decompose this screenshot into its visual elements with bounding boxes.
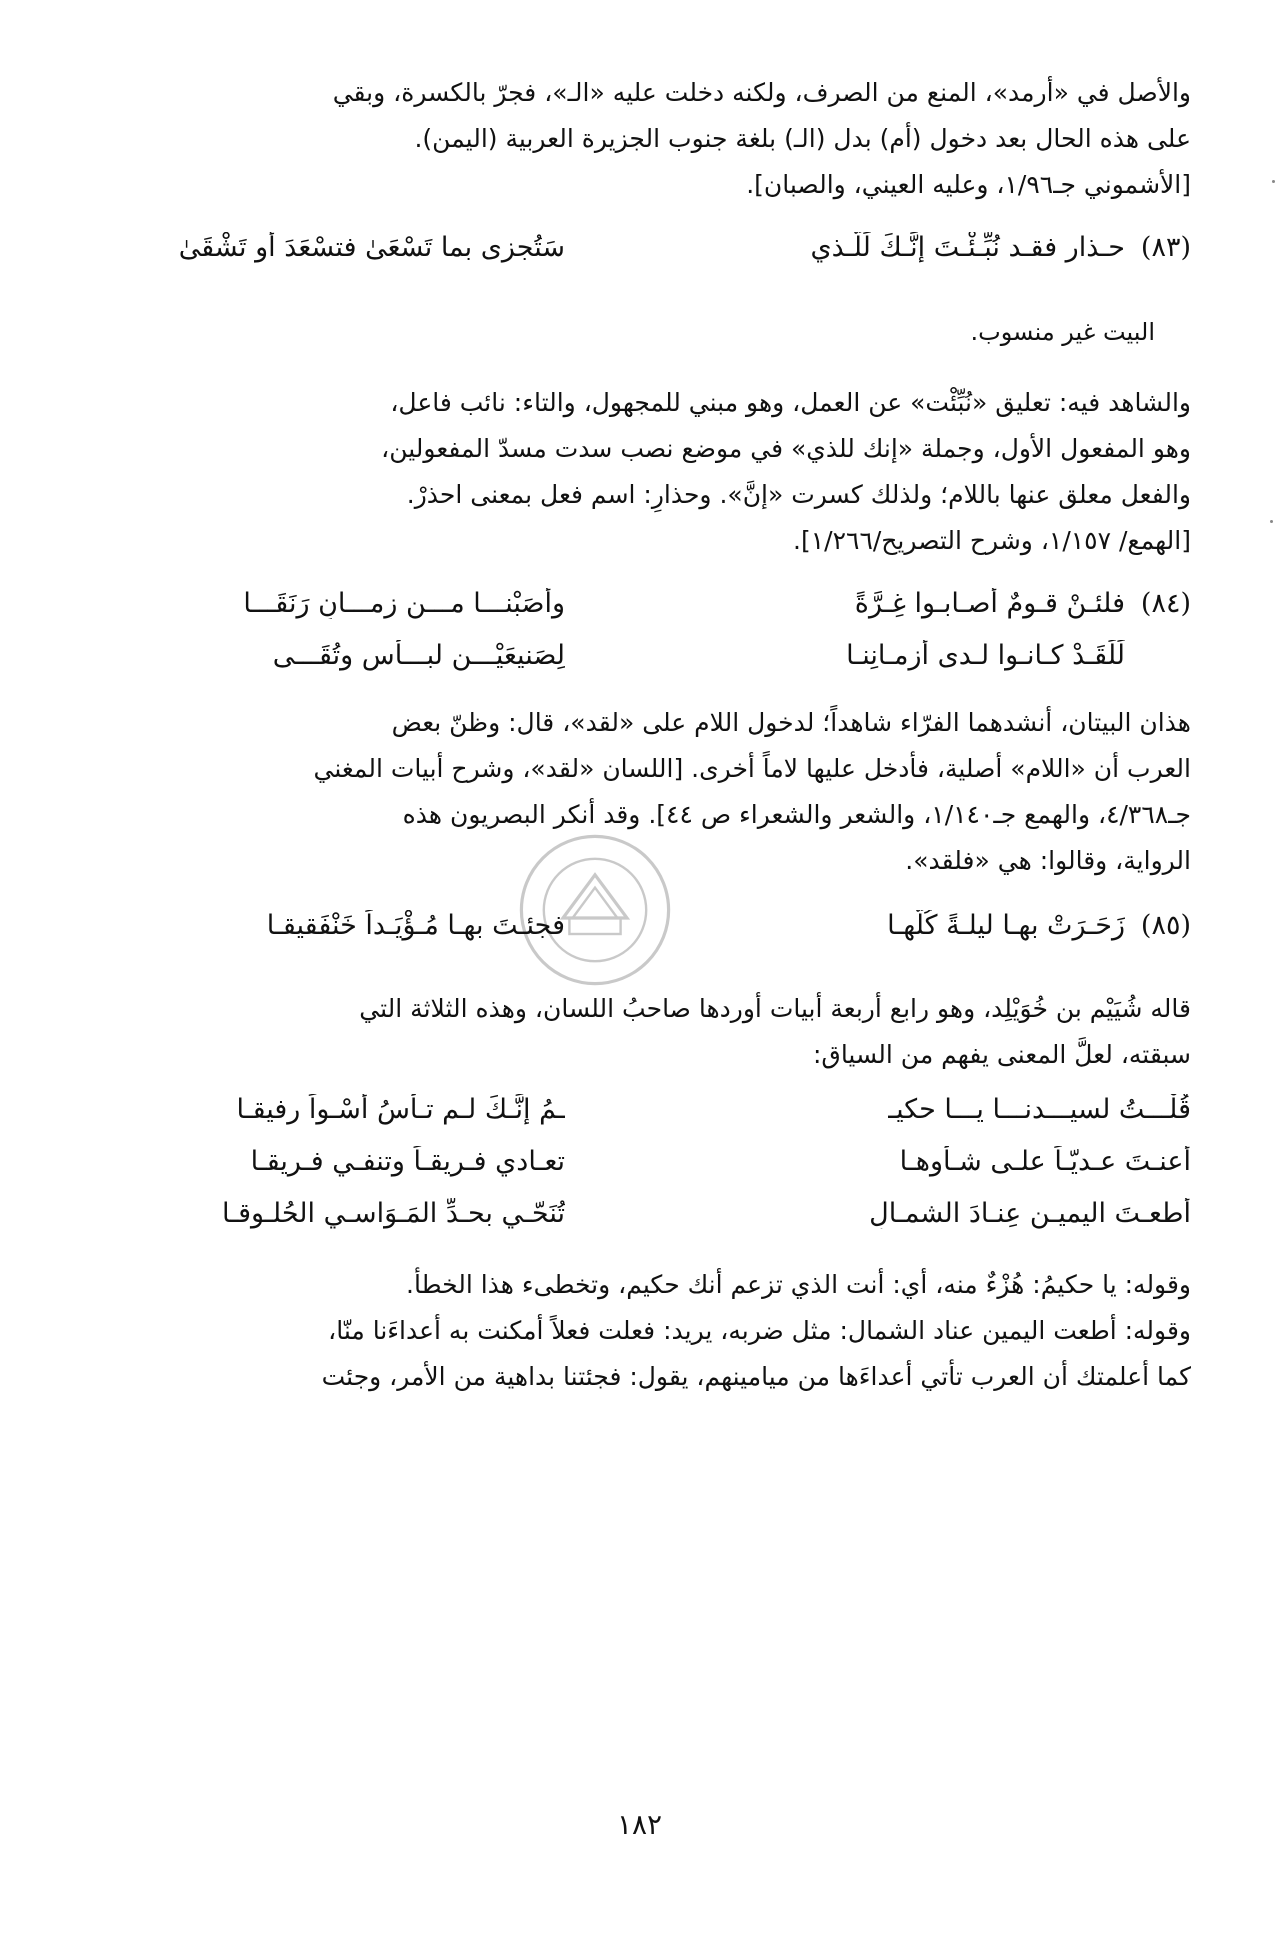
- text-line: والشاهد فيه: تعليق «نُبِّئْت» عن العمل، وهو مبني للمجهول، والتاء: نائب فاعل،: [390, 388, 1191, 417]
- verse-hemistich-first: أعنـتَ عـديّـاً علـى شـأوهـا: [899, 1146, 1191, 1177]
- scan-speck: [1272, 180, 1275, 183]
- verse-line: [105, 232, 1191, 284]
- text-line: [الهمع/ ١/١٥٧، وشرح التصريح/١/٢٦٦].: [793, 526, 1191, 555]
- text-line: الرواية، وقالوا: هي «فلقد».: [905, 846, 1191, 875]
- text-line: [الأشموني جـ١/٩٦، وعليه العيني، والصبان].: [746, 170, 1191, 199]
- verse-line: [105, 1146, 1191, 1198]
- verse-line: [105, 588, 1191, 640]
- paragraph-evidence: [105, 380, 1191, 564]
- poem-quotation: [105, 1094, 1191, 1250]
- text-line: وهو المفعول الأول، وجملة «إنك للذي» في موضع نصب سدت مسدّ المفعولين،: [381, 434, 1191, 463]
- scan-speck: [1270, 520, 1273, 523]
- paragraph-commentary-84: [105, 700, 1191, 884]
- verse-hemistich-first: حـذارِ فقـد نُبِّـئْـتَ إنَّـكَ لَلَّـذي: [810, 232, 1125, 263]
- verse-hemistich-first: أطعـتَ اليميـن عِنـادَ الشمـالِ: [869, 1198, 1191, 1229]
- paragraph-attribution-85: [105, 986, 1191, 1078]
- verse-number: (٨٤): [1140, 588, 1191, 619]
- text-line: وقوله: يا حكيمُ: هُزْءٌ منه، أي: أنت الذي تزعم أنك حكيم، وتخطىء هذا الخطأ.: [406, 1270, 1191, 1299]
- text-line: على هذه الحال بعد دخول (أم) بدل (الـ) بلغة جنوب الجزيرة العربية (اليمن).: [414, 124, 1191, 153]
- verse-hemistich-first: فلئـنْ قـومٌ أصـابـوا غِـرَّةً: [854, 588, 1125, 619]
- verse-line: [105, 1094, 1191, 1146]
- verse-number: (٨٣): [1140, 232, 1191, 263]
- verse-hemistich-first: لَلَقَـدْ كـانـوا لـدى أزمـانِنـا: [846, 640, 1125, 671]
- verse-number: (٨٥): [1140, 910, 1191, 941]
- verse-hemistich-second: تُنَحّـي بحـدِّ المَـوَاسـي الحُلـوقـا: [221, 1198, 565, 1229]
- verse-83: [105, 232, 1191, 284]
- verse-hemistich-first: قُلْـــتُ لسيـــدنـــا يـــا حكيـ: [888, 1094, 1191, 1125]
- text-line: هذان البيتان، أنشدهما الفرّاء شاهداً؛ لدخول اللام على «لقد»، قال: وظنّ بعض: [391, 708, 1191, 737]
- paragraph-explanation: [105, 1262, 1191, 1400]
- verse-hemistich-second: ـمُ إنَّـكَ لـم تـأسُ أسْـواً رفيقـا: [236, 1094, 565, 1125]
- text-line: كما أعلمتك أن العرب تأتي أعداءَها من ميامينهم، يقول: فجئتنا بداهية من الأمر، وجئت: [321, 1362, 1191, 1391]
- text-line: قاله شُيَيْم بن خُوَيْلِد، وهو رابع أربعة أبيات أوردها صاحبُ اللسان، وهذه الثلاثة التي: [359, 994, 1191, 1023]
- text-line: والفعل معلق عنها باللام؛ ولذلك كسرت «إنَّ». وحذارِ: اسم فعل بمعنى احذرْ.: [406, 480, 1191, 509]
- page-number: ١٨٢: [616, 1808, 663, 1841]
- verse-84: [105, 588, 1191, 692]
- verse-line: [105, 640, 1191, 692]
- verse-line: [105, 1198, 1191, 1250]
- verse-hemistich-second: لِصَنيعَيْـــنِ لبـــأسٍ وتُقَـــى: [272, 640, 565, 671]
- verse-hemistich-second: تعـادي فـريقـاً وتنفـي فـريقـا: [250, 1146, 565, 1177]
- text-line: وقوله: أطعت اليمين عناد الشمال: مثل ضربه، يريد: فعلت فعلاً أمكنت به أعداءَنا منّا،: [328, 1316, 1191, 1345]
- verse-hemistich-second: فجئـتَ بهـا مُـؤْيَـداً خَنْفَقيقـا: [266, 910, 565, 941]
- text-line: العرب أن «اللام» أصلية، فأدخل عليها لاماً أخرى. [اللسان «لقد»، وشرح أبيات المغني: [313, 754, 1191, 783]
- text-line: جـ٤/٣٦٨، والهمع جـ١/١٤٠، والشعر والشعراء ص ٤٤]. وقد أنكر البصريون هذه: [402, 800, 1191, 829]
- verse-hemistich-first: زَحَـرَتْ بهـا ليلـةً كُلُّهـا: [887, 910, 1125, 941]
- paragraph-intro: [105, 70, 1191, 208]
- verse-hemistich-second: وأصَبْنـــا مـــن زمـــانٍ رَنَقَـــا: [243, 588, 565, 619]
- verse-85: [105, 910, 1191, 962]
- verse-hemistich-second: سَتُجزى بما تَسْعَىٰ فتسْعَدَ أو تَشْقَىٰ: [178, 232, 565, 263]
- verse-attribution: البيت غير منسوب.: [970, 318, 1155, 346]
- verse-line: [105, 910, 1191, 962]
- text-line: والأصل في «أرمد»، المنع من الصرف، ولكنه دخلت عليه «الـ»، فجرّ بالكسرة، وبقي: [332, 78, 1191, 107]
- text-line: سبقته، لعلَّ المعنى يفهم من السياق:: [813, 1040, 1191, 1069]
